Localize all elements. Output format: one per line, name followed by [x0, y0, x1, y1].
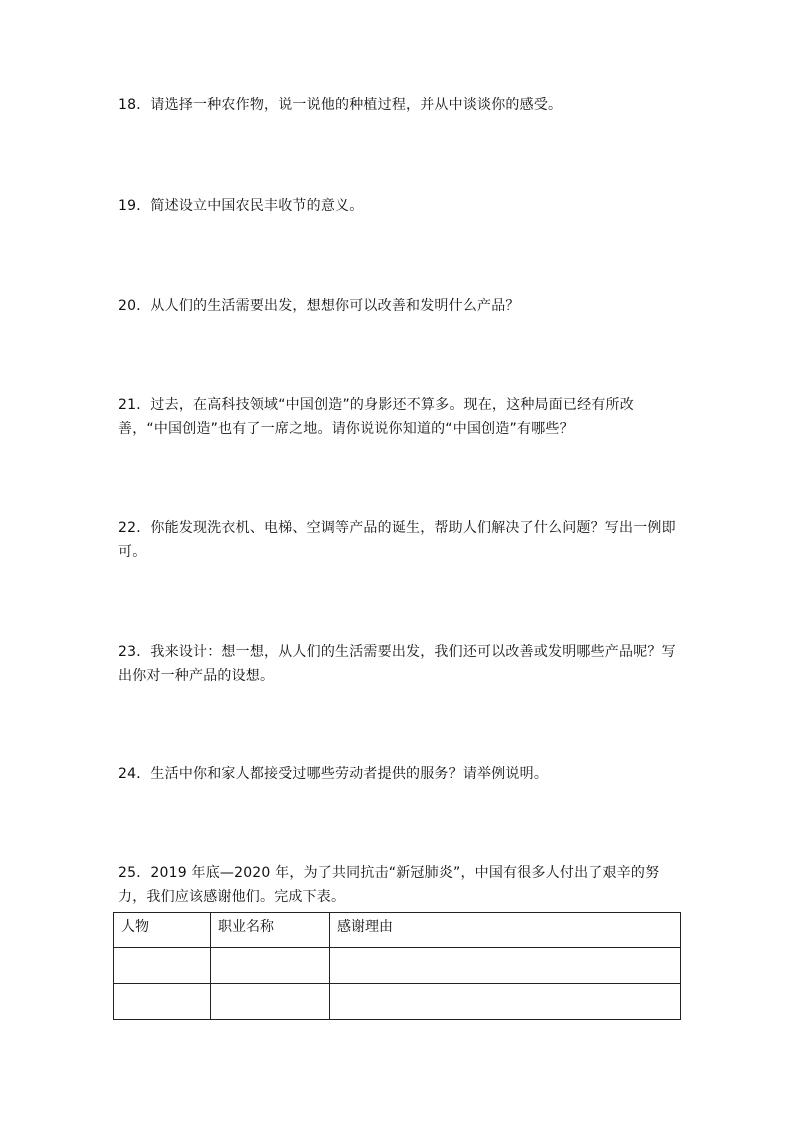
cell-person[interactable] — [114, 948, 211, 984]
cell-occupation[interactable] — [211, 948, 330, 984]
cell-reason[interactable] — [330, 984, 681, 1020]
question-25: 25．2019 年底—2020 年，为了共同抗击“新冠肺炎”，中国有很多人付出了艰辛的努力，我们应该感谢他们。完成下表。 — [118, 865, 660, 905]
question-22: 22．你能发现洗衣机、电梯、空调等产品的诞生，帮助人们解决了什么问题？写出一例即可。 — [118, 520, 676, 560]
table-row — [114, 984, 681, 1020]
cell-reason[interactable] — [330, 948, 681, 984]
question-18: 18．请选择一种农作物，说一说他的种植过程，并从中谈谈你的感受。 — [118, 97, 563, 113]
table-header-row — [114, 913, 681, 948]
question-24: 24．生活中你和家人都接受过哪些劳动者提供的服务？请举例说明。 — [118, 766, 549, 782]
header-occupation: 职业名称 — [211, 913, 330, 948]
header-reason: 感谢理由 — [330, 913, 681, 948]
thanks-table — [113, 912, 681, 1020]
cell-person[interactable] — [114, 984, 211, 1020]
question-20: 20．从人们的生活需要出发，想想你可以改善和发明什么产品？ — [118, 298, 520, 314]
question-23: 23．我来设计：想一想，从人们的生活需要出发，我们还可以改善或发明哪些产品呢？写出你对一种产品的设想。 — [118, 644, 676, 684]
question-21: 21．过去，在高科技领域“中国创造”的身影还不算多。现在，这种局面已经有所改善，“中国创造”也有了一席之地。请你说说你知道的“中国创造”有哪些？ — [118, 397, 634, 437]
table-row — [114, 948, 681, 984]
header-person: 人物 — [114, 913, 211, 948]
cell-occupation[interactable] — [211, 984, 330, 1020]
question-19: 19．简述设立中国农民丰收节的意义。 — [118, 198, 364, 214]
